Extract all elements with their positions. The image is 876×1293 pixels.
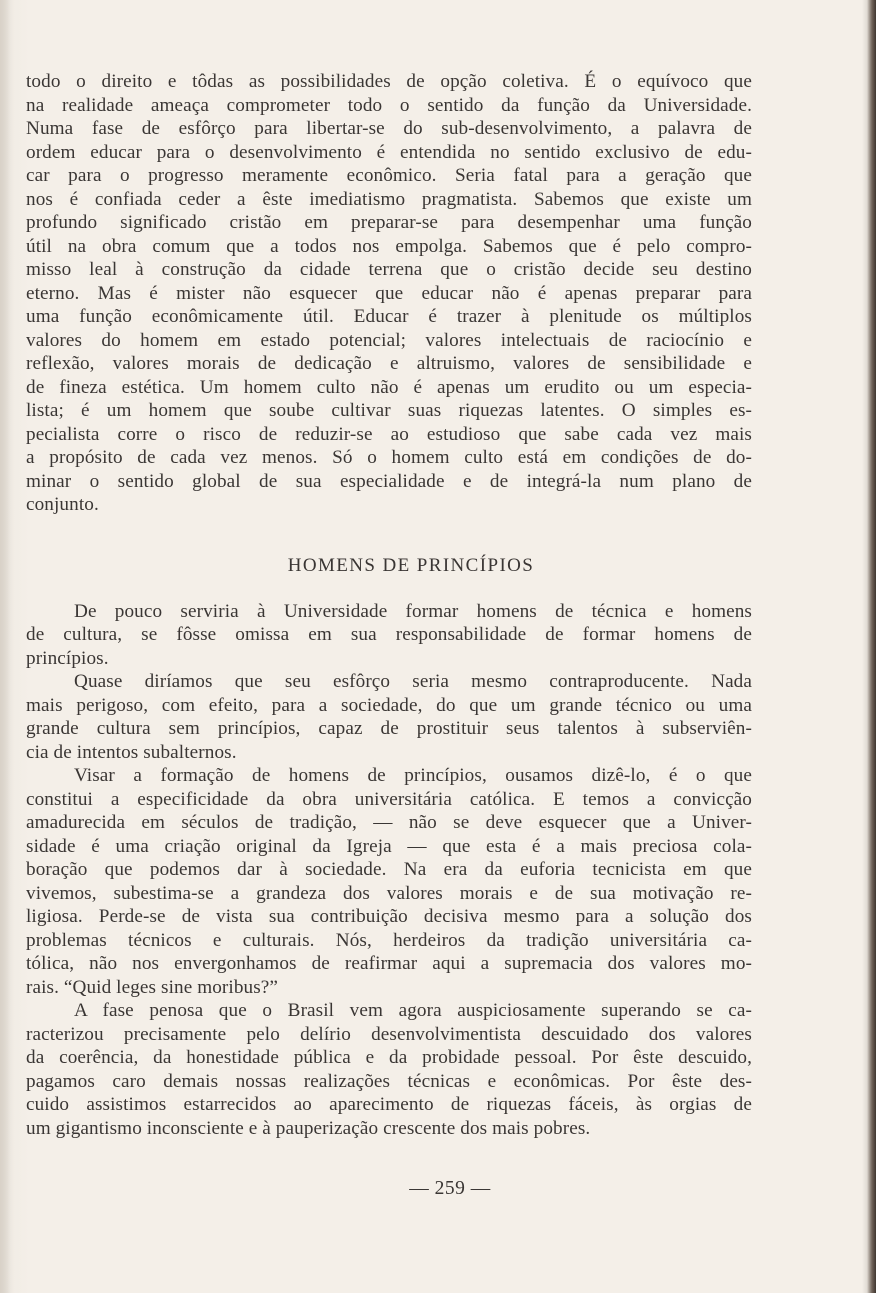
text-line: da coerência, da honestidade pública e da probidade pessoal. Por êste descuido, xyxy=(26,1047,752,1068)
page-body xyxy=(26,70,752,1140)
text-line: Quase diríamos que seu esfôrço seria mesmo contraproducente. Nada xyxy=(74,671,752,692)
text-line: cia de intentos subalternos. xyxy=(26,741,237,763)
text-line: a propósito de cada vez menos. Só o homem culto está em condições de do- xyxy=(26,447,752,468)
text-line: rais. “Quid leges sine moribus?” xyxy=(26,976,279,998)
text-line: problemas técnicos e culturais. Nós, herdeiros da tradição universitária ca- xyxy=(26,929,752,951)
text-line: um gigantismo inconsciente e à pauperização crescente dos mais pobres. xyxy=(26,1117,591,1139)
text-line: ligiosa. Perde-se de vista sua contribuição decisiva mesmo para a solução dos xyxy=(26,906,752,927)
text-line: Visar a formação de homens de princípios, ousamos dizê-lo, é o que xyxy=(74,765,752,786)
text-line: pagamos caro demais nossas realizações técnicas e econômicas. Por êste des- xyxy=(26,1070,752,1092)
text-line: tólica, não nos envergonhamos de reafirmar aqui a supremacia dos valores mo- xyxy=(26,953,752,974)
text-line: conjunto. xyxy=(26,494,99,515)
page-gutter-shadow xyxy=(0,0,10,1293)
text-line: eterno. Mas é mister não esquecer que educar não é apenas preparar para xyxy=(26,282,752,304)
text-line: amadurecida em séculos de tradição, — não se deve esquecer que a Univer- xyxy=(26,812,752,833)
paragraph-2 xyxy=(26,600,752,671)
text-line: sidade é uma criação original da Igreja — que esta é a mais preciosa cola- xyxy=(26,835,752,857)
text-line: nos é confiada ceder a êste imediatismo pragmatista. Sabemos que existe um xyxy=(26,188,752,210)
text-line: de fineza estética. Um homem culto não é apenas um erudito ou um especia- xyxy=(26,376,752,398)
text-line: valores do homem em estado potencial; valores intelectuais de raciocínio e xyxy=(26,329,752,351)
text-line: minar o sentido global de sua especialidade e de integrá-la num plano de xyxy=(26,470,752,492)
paragraph-1 xyxy=(26,70,752,517)
text-line: Numa fase de esfôrço para libertar-se do sub-desenvolvimento, a palavra de xyxy=(26,118,752,139)
text-line: De pouco serviria à Universidade formar homens de técnica e homens xyxy=(74,600,752,622)
paragraph-3 xyxy=(26,670,752,764)
text-line: A fase penosa que o Brasil vem agora auspiciosamente superando se ca- xyxy=(74,1000,752,1021)
page-right-edge xyxy=(867,0,876,1293)
text-line: na realidade ameaça comprometer todo o sentido da função da Universidade. xyxy=(26,94,752,116)
text-line: de cultura, se fôsse omissa em sua responsabilidade de formar homens de xyxy=(26,624,752,645)
paragraph-4 xyxy=(26,764,752,999)
text-line: racterizou precisamente pelo delírio desenvolvimentista descuidado dos valores xyxy=(26,1023,752,1045)
paragraph-5 xyxy=(26,999,752,1140)
text-line: uma função econômicamente útil. Educar é trazer à plenitude os múltiplos xyxy=(26,306,752,327)
text-line: profundo significado cristão em preparar-se para desempenhar uma função xyxy=(26,212,752,233)
text-line: princípios. xyxy=(26,647,109,669)
text-line: lista; é um homem que soube cultivar suas riquezas latentes. O simples es- xyxy=(26,400,752,421)
text-line: ordem educar para o desenvolvimento é entendida no sentido exclusivo de edu- xyxy=(26,141,752,163)
text-line: cuido assistimos estarrecidos ao aparecimento de riquezas fáceis, às orgias de xyxy=(26,1094,752,1115)
text-line: boração que podemos dar à sociedade. Na era da euforia tecnicista em que xyxy=(26,859,752,880)
text-line: todo o direito e tôdas as possibilidades de opção coletiva. É o equívoco que xyxy=(26,71,752,92)
text-line: útil na obra comum que a todos nos empolga. Sabemos que é pelo compro- xyxy=(26,235,752,257)
text-line: vivemos, subestima-se a grandeza dos valores morais e de sua motivação re- xyxy=(26,882,752,904)
text-line: mais perigoso, com efeito, para a sociedade, do que um grande técnico ou uma xyxy=(26,694,752,716)
text-line: pecialista corre o risco de reduzir-se ao estudioso que sabe cada vez mais xyxy=(26,423,752,445)
page-number: — 259 — xyxy=(409,1178,491,1199)
section-heading: HOMENS DE PRINCÍPIOS xyxy=(287,554,535,576)
text-line: misso leal à construção da cidade terrena que o cristão decide seu destino xyxy=(26,259,752,280)
text-line: grande cultura sem princípios, capaz de prostituir seus talentos à subserviên- xyxy=(26,718,752,739)
text-line: car para o progresso meramente econômico. Seria fatal para a geração que xyxy=(26,165,752,186)
text-line: reflexão, valores morais de dedicação e altruismo, valores de sensibilidade e xyxy=(26,353,752,374)
text-line: constitui a especificidade da obra universitária católica. E temos a convicção xyxy=(26,788,752,810)
